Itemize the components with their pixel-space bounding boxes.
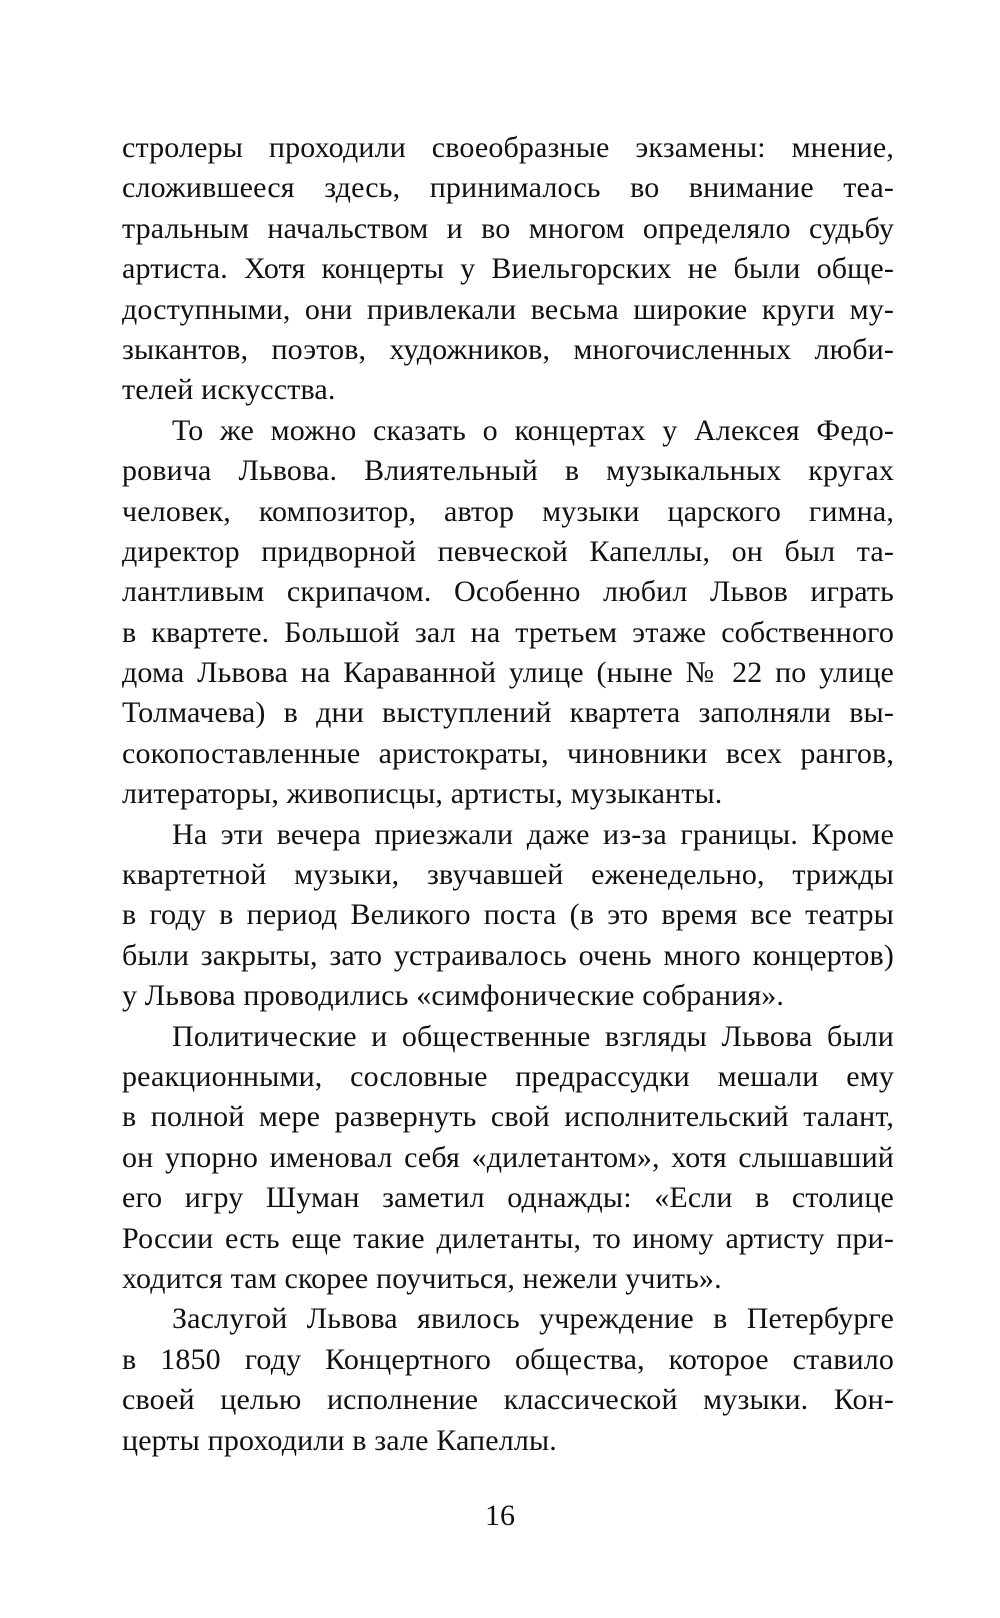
text-line: телей искусства. <box>122 373 336 407</box>
text-line: сложившееся здесь, принималось во внимание теа- <box>122 171 894 205</box>
body-text <box>122 128 894 1461</box>
text-line: у Львова проводились «симфонические собрания». <box>122 979 785 1013</box>
paragraph-2 <box>122 411 894 815</box>
text-line: в 1850 году Концертного общества, которое ставило <box>122 1342 894 1376</box>
text-line: артиста. Хотя концерты у Виельгорских не были обще- <box>122 252 894 286</box>
paragraph-3 <box>122 815 894 1017</box>
text-line: зыкантов, поэтов, художников, многочисленных люби- <box>122 332 894 366</box>
text-line: ровича Львова. Влиятельный в музыкальных кругах <box>122 454 894 488</box>
text-line: квартетной музыки, звучавшей еженедельно, трижды <box>122 858 894 892</box>
text-line: России есть еще такие дилетанты, то иному артисту при- <box>122 1221 894 1255</box>
text-line: человек, композитор, автор музыки царского гимна, <box>122 494 894 528</box>
text-line: в квартете. Большой зал на третьем этаже собственного <box>122 615 894 649</box>
text-line: своей целью исполнение классической музыки. Кон- <box>122 1383 894 1417</box>
text-line: в году в период Великого поста (в это время все театры <box>122 898 894 932</box>
text-line: он упорно именовал себя «дилетантом», хотя слышавший <box>122 1140 894 1174</box>
text-line: доступными, они привлекали весьма широкие круги му- <box>122 292 894 326</box>
text-line: литераторы, живописцы, артисты, музыканты. <box>122 777 723 811</box>
text-line: его игру Шуман заметил однажды: «Если в столице <box>122 1181 894 1215</box>
text-line: ходится там скорее поучиться, нежели учить». <box>122 1261 722 1295</box>
text-line: церты проходили в зале Капеллы. <box>122 1423 557 1457</box>
paragraph-1 <box>122 128 894 411</box>
paragraph-5 <box>122 1299 894 1461</box>
text-line: реакционными, сословные предрассудки мешали ему <box>122 1059 894 1093</box>
text-line: То же можно сказать о концертах у Алексея Федо- <box>172 413 894 447</box>
text-line: директор придворной певческой Капеллы, он был та- <box>122 534 894 568</box>
text-line: стролеры проходили своеобразные экзамены: мнение, <box>122 131 894 164</box>
text-line: На эти вечера приезжали даже из-за границы. Кроме <box>172 817 894 851</box>
text-line: были закрыты, зато устраивалось очень много концертов) <box>122 938 894 972</box>
page-number: 16 <box>485 1499 515 1532</box>
text-line: дома Львова на Караванной улице (ныне № 22 по улице <box>122 656 894 690</box>
text-line: сокопоставленные аристократы, чиновники всех рангов, <box>122 736 894 770</box>
text-line: тральным начальством и во многом определяло судьбу <box>122 211 894 245</box>
text-line: лантливым скрипачом. Особенно любил Львов играть <box>122 575 894 609</box>
text-line: Заслугой Львова явилось учреждение в Петербурге <box>172 1302 894 1336</box>
text-line: в полной мере развернуть свой исполнительский талант, <box>122 1100 894 1134</box>
text-line: Политические и общественные взгляды Львова были <box>172 1019 894 1053</box>
paragraph-4 <box>122 1017 894 1300</box>
text-line: Толмачева) в дни выступлений квартета заполняли вы- <box>122 696 894 730</box>
